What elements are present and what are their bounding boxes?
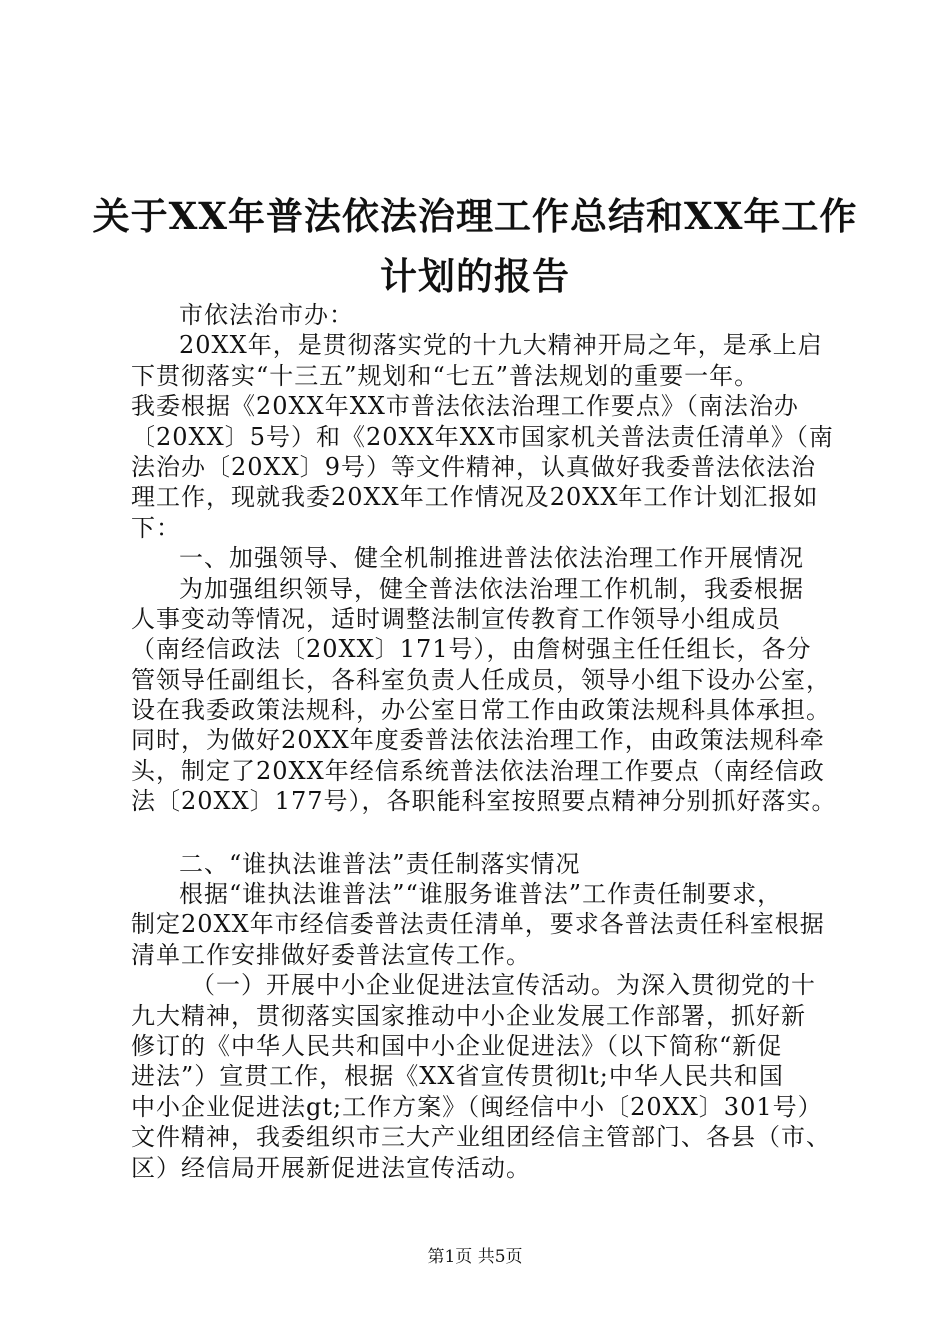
subsection-line: （一）开展中小企业促进法宣传活动。为深入贯彻党的十 (191, 971, 816, 1000)
paragraph-line: 设在我委政策法规科，办公室日常工作由政策法规科具体承担。 (131, 696, 831, 725)
paragraph-line: 清单工作安排做好委普法宣传工作。 (131, 940, 531, 969)
document-title-line-1: 关于XX年普法依法治理工作总结和XX年工作 (92, 194, 858, 238)
paragraph-line: 同时，为做好20XX年度委普法依法治理工作，由政策法规科牵 (131, 726, 825, 755)
paragraph-line: 20XX年，是贯彻落实党的十九大精神开局之年，是承上启 (179, 331, 823, 360)
paragraph-line: 进法”）宣贯工作，根据《XX省宣传贯彻lt;中华人民共和国 (131, 1062, 784, 1091)
paragraph-line: 管领导任副组长，各科室负责人任成员，领导小组下设办公室， (131, 665, 831, 694)
paragraph-line: 九大精神，贯彻落实国家推动中小企业发展工作部署，抓好新 (131, 1001, 806, 1030)
paragraph-line: 中小企业促进法gt;工作方案》（闽经信中小〔20XX〕301号） (131, 1092, 823, 1121)
paragraph-line: 文件精神，我委组织市三大产业组团经信主管部门、各县（市、 (131, 1123, 831, 1152)
page-number: 第1页 共5页 (427, 1247, 523, 1267)
paragraph-line: 〔20XX〕5号）和《20XX年XX市国家机关普法责任清单》（南 (131, 422, 834, 451)
paragraph-line: 我委根据《20XX年XX市普法依法治理工作要点》（南法治办 (131, 392, 799, 421)
paragraph-line: 区）经信局开展新促进法宣传活动。 (131, 1153, 531, 1182)
paragraph-line: 头，制定了20XX年经信系统普法依法治理工作要点（南经信政 (131, 756, 825, 785)
document-body (131, 300, 851, 1183)
paragraph-line: 理工作，现就我委20XX年工作情况及20XX年工作计划汇报如 (131, 483, 819, 512)
paragraph-line: 下： (131, 513, 181, 542)
paragraph-line: 修订的《中华人民共和国中小企业促进法》（以下简称“新促 (131, 1031, 783, 1060)
salutation: 市依法治市办： (179, 301, 354, 329)
paragraph-line: 为加强组织领导，健全普法依法治理工作机制，我委根据 (179, 574, 804, 603)
section-heading: 二、“谁执法谁普法”责任制落实情况 (179, 849, 581, 878)
document-title-line-2: 计划的报告 (380, 254, 570, 298)
paragraph-line: 下贯彻落实“十三五”规划和“七五”普法规划的重要一年。 (131, 361, 760, 390)
paragraph-line: 制定20XX年市经信委普法责任清单，要求各普法责任科室根据 (131, 910, 825, 939)
paragraph-line: 人事变动等情况，适时调整法制宣传教育工作领导小组成员 (131, 604, 781, 633)
paragraph-line: 根据“谁执法谁普法”“谁服务谁普法”工作责任制要求， (179, 880, 783, 909)
paragraph-line: 法治办〔20XX〕9号）等文件精神，认真做好我委普法依法治 (131, 452, 816, 481)
paragraph-gap (131, 817, 851, 849)
paragraph-line: （南经信政法〔20XX〕171号），由詹树强主任任组长，各分 (131, 635, 812, 664)
paragraph-line: 法〔20XX〕177号），各职能科室按照要点精神分别抓好落实。 (131, 787, 837, 816)
section-heading: 一、加强领导、健全机制推进普法依法治理工作开展情况 (179, 544, 804, 573)
